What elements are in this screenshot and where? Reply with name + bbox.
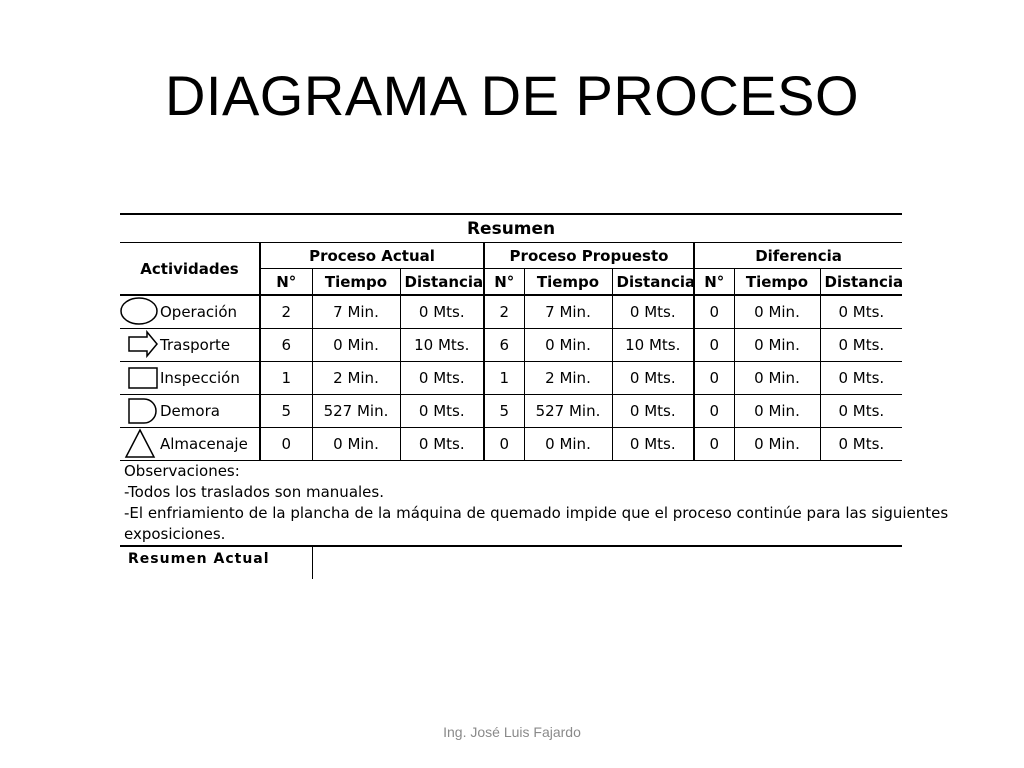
table-cell: 1: [484, 362, 524, 395]
table-row: [120, 329, 902, 362]
table-cell: 0 Mts.: [612, 395, 694, 428]
table-cell: 0 Min.: [524, 428, 612, 461]
table-cell: 0 Min.: [312, 329, 400, 362]
table-cell: 2: [484, 295, 524, 329]
subheader-tiempo: Tiempo: [734, 269, 820, 296]
observations-heading: Observaciones:: [124, 462, 240, 480]
activity-label: [120, 428, 260, 461]
activities-header: Actividades: [120, 243, 260, 296]
table-cell: 0 Min.: [734, 395, 820, 428]
subheader-tiempo: Tiempo: [524, 269, 612, 296]
activity-label-text: Inspección: [160, 369, 240, 387]
subheader-no: N°: [260, 269, 312, 296]
triangle-icon: [120, 428, 160, 460]
summary-table-wrapper: [120, 213, 949, 567]
table-cell: 2 Min.: [524, 362, 612, 395]
table-cell: 7 Min.: [524, 295, 612, 329]
square-icon: [120, 362, 160, 394]
observations-block: [120, 461, 949, 547]
table-cell: 0 Mts.: [820, 329, 902, 362]
table-cell: 0 Mts.: [820, 428, 902, 461]
table-row: [120, 428, 902, 461]
table-cell: 0: [694, 295, 734, 329]
table-cell: 0 Mts.: [820, 395, 902, 428]
half-circle-icon: [120, 395, 160, 427]
activity-label-text: Almacenaje: [160, 435, 248, 453]
table-cell: 0 Min.: [734, 428, 820, 461]
table-cell: 0: [694, 428, 734, 461]
table-cell: 0 Mts.: [820, 362, 902, 395]
table-cell: 0 Mts.: [612, 428, 694, 461]
table-cell: 2: [260, 295, 312, 329]
subheader-tiempo: Tiempo: [312, 269, 400, 296]
table-cell: 5: [260, 395, 312, 428]
slide-footer-author: Ing. José Luis Fajardo: [443, 724, 581, 740]
group-header-propuesto: Proceso Propuesto: [484, 243, 694, 269]
table-cell: 10 Mts.: [612, 329, 694, 362]
activity-label-text: Demora: [160, 402, 220, 420]
group-header-diferencia: Diferencia: [694, 243, 902, 269]
table-cell: 0 Mts.: [820, 295, 902, 329]
table-cell: 0 Min.: [734, 295, 820, 329]
table-row: [120, 395, 902, 428]
subheader-distancia: Distancia: [612, 269, 694, 296]
table-cell: 7 Min.: [312, 295, 400, 329]
summary-table: [120, 213, 949, 579]
table-cell: 0 Min.: [734, 329, 820, 362]
circle-icon: [120, 296, 160, 328]
activity-label-text: Trasporte: [160, 336, 231, 354]
table-row: [120, 362, 902, 395]
table-cell: 0: [694, 395, 734, 428]
table-cell: 0 Mts.: [400, 428, 484, 461]
table-cell: 2 Min.: [312, 362, 400, 395]
table-cell: 6: [260, 329, 312, 362]
table-cell: 0 Min.: [524, 329, 612, 362]
truncated-row-cell: [120, 546, 312, 579]
table-cell: 527 Min.: [524, 395, 612, 428]
activity-label: [120, 329, 260, 362]
table-title: Resumen: [120, 214, 902, 243]
table-cell: 0 Min.: [734, 362, 820, 395]
truncated-row-cell: [312, 546, 902, 579]
table-cell: 0: [260, 428, 312, 461]
table-cell: 10 Mts.: [400, 329, 484, 362]
table-cell: 0: [694, 329, 734, 362]
observation-line: exposiciones.: [124, 525, 226, 543]
table-cell: 0 Mts.: [400, 395, 484, 428]
table-cell: 1: [260, 362, 312, 395]
activity-label: [120, 295, 260, 329]
table-cell: 0 Mts.: [612, 362, 694, 395]
table-cell: 6: [484, 329, 524, 362]
table-cell: 527 Min.: [312, 395, 400, 428]
subheader-distancia: Distancia: [400, 269, 484, 296]
arrow-icon: [120, 329, 160, 361]
slide-title: DIAGRAMA DE PROCESO: [164, 64, 860, 127]
table-cell: 0 Mts.: [400, 295, 484, 329]
subheader-no: N°: [694, 269, 734, 296]
subheader-no: N°: [484, 269, 524, 296]
table-cell: 0 Mts.: [612, 295, 694, 329]
observation-line: -El enfriamiento de la plancha de la máquina de quemado impide que el proceso continúe para las siguientes: [124, 504, 949, 522]
activity-label: [120, 362, 260, 395]
table-cell: 5: [484, 395, 524, 428]
table-cell: 0 Mts.: [400, 362, 484, 395]
group-header-actual: Proceso Actual: [260, 243, 484, 269]
activity-label: [120, 395, 260, 428]
activity-label-text: Operación: [160, 303, 238, 321]
table-cell: 0: [694, 362, 734, 395]
table-cell: 0: [484, 428, 524, 461]
subheader-distancia: Distancia: [820, 269, 902, 296]
table-row: [120, 295, 902, 329]
observation-line: -Todos los traslados son manuales.: [124, 483, 384, 501]
table-cell: 0 Min.: [312, 428, 400, 461]
truncated-row-label: Resumen Actual: [128, 551, 270, 567]
